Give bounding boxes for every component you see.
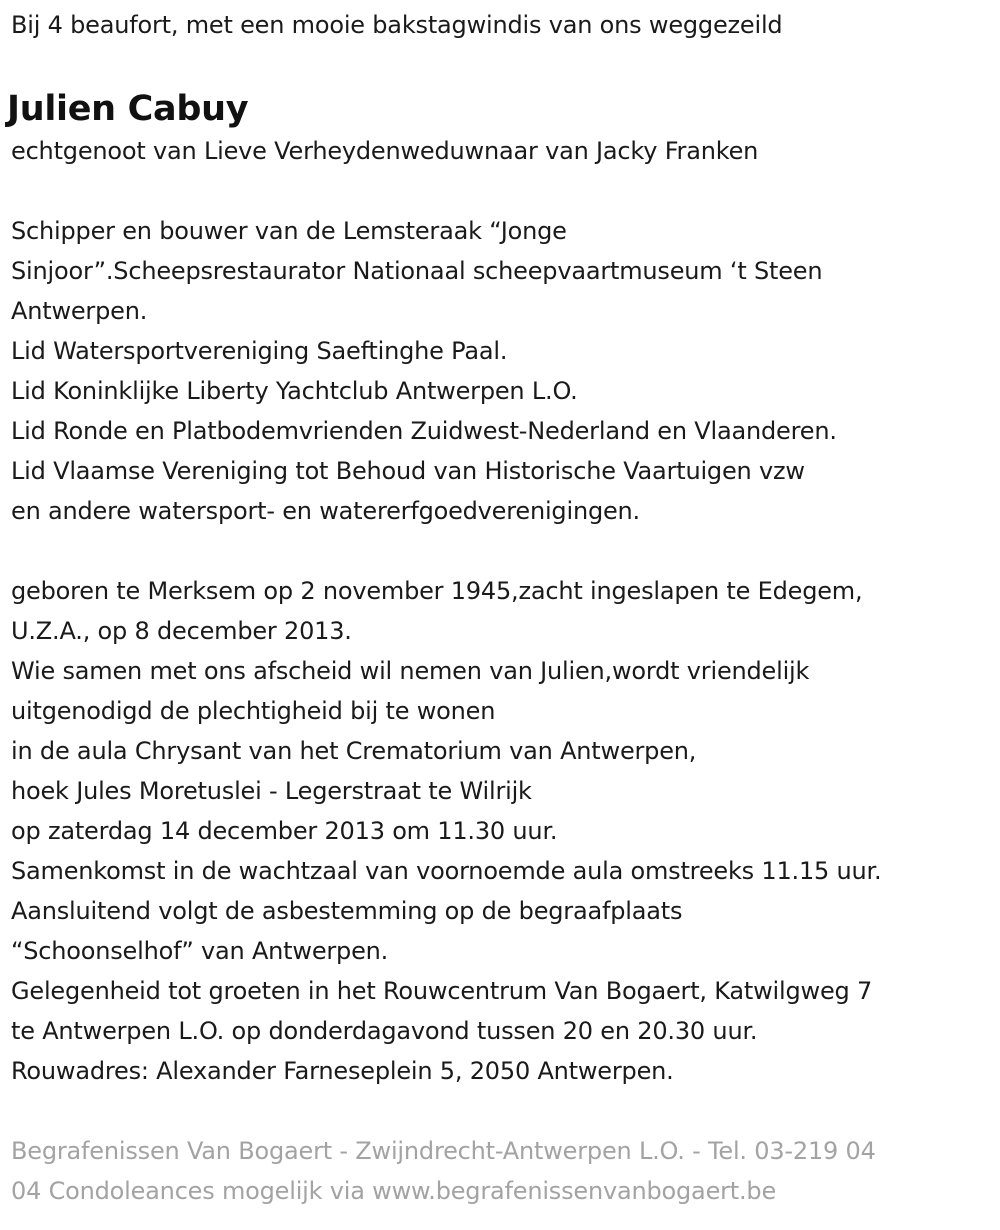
bio-line: Lid Koninklijke Liberty Yachtclub Antwerpen L.O. [11, 377, 578, 405]
detail-line: uitgenodigd de plechtigheid bij te wonen [11, 697, 496, 725]
funeral-home-footer [11, 1131, 996, 1211]
detail-line: Gelegenheid tot groeten in het Rouwcentrum Van Bogaert, Katwilgweg 7 [11, 977, 873, 1005]
footer-line: Begrafenissen Van Bogaert - Zwijndrecht-Antwerpen L.O. - Tel. 03-219 04 [11, 1137, 876, 1165]
detail-line: Samenkomst in de wachtzaal van voornoemde aula omstreeks 11.15 uur. [11, 857, 882, 885]
bio-line: Lid Ronde en Platbodemvrienden Zuidwest-Nederland en Vlaanderen. [11, 417, 837, 445]
bio-line: Antwerpen. [11, 297, 148, 325]
bio-line: Sinjoor”.Scheepsrestaurator Nationaal scheepvaartmuseum ‘t Steen [11, 257, 823, 285]
detail-line: op zaterdag 14 december 2013 om 11.30 uur. [11, 817, 558, 845]
footer-line: 04 Condoleances mogelijk via www.begrafenissenvanbogaert.be [11, 1177, 777, 1205]
bio-section [11, 211, 996, 531]
detail-line: geboren te Merksem op 2 november 1945,zacht ingeslapen te Edegem, [11, 577, 863, 605]
spacer [11, 531, 996, 571]
bio-line: en andere watersport- en watererfgoedverenigingen. [11, 497, 640, 525]
deceased-name: Julien Cabuy [7, 89, 249, 129]
detail-line: U.Z.A., op 8 december 2013. [11, 617, 352, 645]
intro-text: Bij 4 beaufort, met een mooie bakstagwindis van ons weggezeild [11, 11, 783, 39]
obituary-notice [7, 0, 996, 1211]
detail-line: in de aula Chrysant van het Crematorium van Antwerpen, [11, 737, 697, 765]
bio-line: Lid Vlaamse Vereniging tot Behoud van Historische Vaartuigen vzw [11, 457, 805, 485]
bio-line: Lid Watersportvereniging Saeftinghe Paal. [11, 337, 508, 365]
detail-line: te Antwerpen L.O. op donderdagavond tussen 20 en 20.30 uur. [11, 1017, 758, 1045]
details-section [11, 571, 996, 1091]
spacer [11, 171, 996, 211]
detail-line: hoek Jules Moretuslei - Legerstraat te Wilrijk [11, 777, 532, 805]
detail-line: Aansluitend volgt de asbestemming op de begraafplaats [11, 897, 683, 925]
detail-line: Rouwadres: Alexander Farneseplein 5, 2050 Antwerpen. [11, 1057, 674, 1085]
relation-text: echtgenoot van Lieve Verheydenweduwnaar van Jacky Franken [11, 137, 759, 165]
detail-line: Wie samen met ons afscheid wil nemen van Julien,wordt vriendelijk [11, 657, 810, 685]
bio-line: Schipper en bouwer van de Lemsteraak “Jonge [11, 217, 567, 245]
detail-line: “Schoonselhof” van Antwerpen. [11, 937, 389, 965]
